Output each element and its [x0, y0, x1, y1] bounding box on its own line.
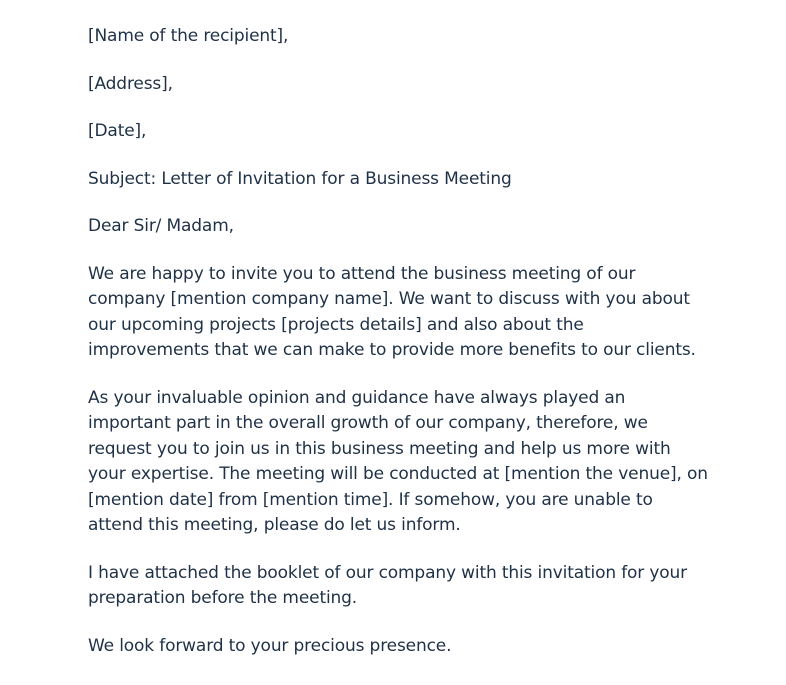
paragraph-details	[88, 386, 738, 539]
paragraph-line: As your invaluable opinion and guidance have always played an	[88, 387, 626, 408]
recipient-name: [Name of the recipient],	[88, 26, 289, 46]
paragraph-attachment	[88, 561, 738, 612]
paragraph-line: important part in the overall growth of our company, therefore, we	[88, 413, 648, 433]
paragraph-line: your expertise. The meeting will be conducted at [mention the venue], on	[88, 464, 708, 484]
paragraph-line: improvements that we can make to provide more benefits to our clients.	[88, 340, 696, 360]
closing-line: We look forward to your precious presence.	[88, 635, 452, 656]
paragraph-line: We are happy to invite you to attend the business meeting of our	[88, 263, 636, 284]
paragraph-line: company [mention company name]. We want to discuss with you about	[88, 289, 690, 309]
letter-date: [Date],	[88, 121, 147, 141]
paragraph-line: [mention date] from [mention time]. If somehow, you are unable to	[88, 489, 653, 510]
paragraph-line: attend this meeting, please do let us inform.	[88, 515, 461, 535]
paragraph-line: preparation before the meeting.	[88, 588, 358, 608]
paragraph-line: our upcoming projects [projects details] and also about the	[88, 314, 584, 335]
paragraph-line: I have attached the booklet of our company with this invitation for your	[88, 562, 688, 583]
paragraph-line: request you to join us in this business meeting and help us more with	[88, 438, 671, 459]
letter-subject: Subject: Letter of Invitation for a Business Meeting	[88, 168, 512, 189]
salutation: Dear Sir/ Madam,	[88, 216, 234, 236]
letter-body	[88, 24, 738, 659]
recipient-address: [Address],	[88, 73, 173, 94]
paragraph-invitation	[88, 262, 738, 364]
